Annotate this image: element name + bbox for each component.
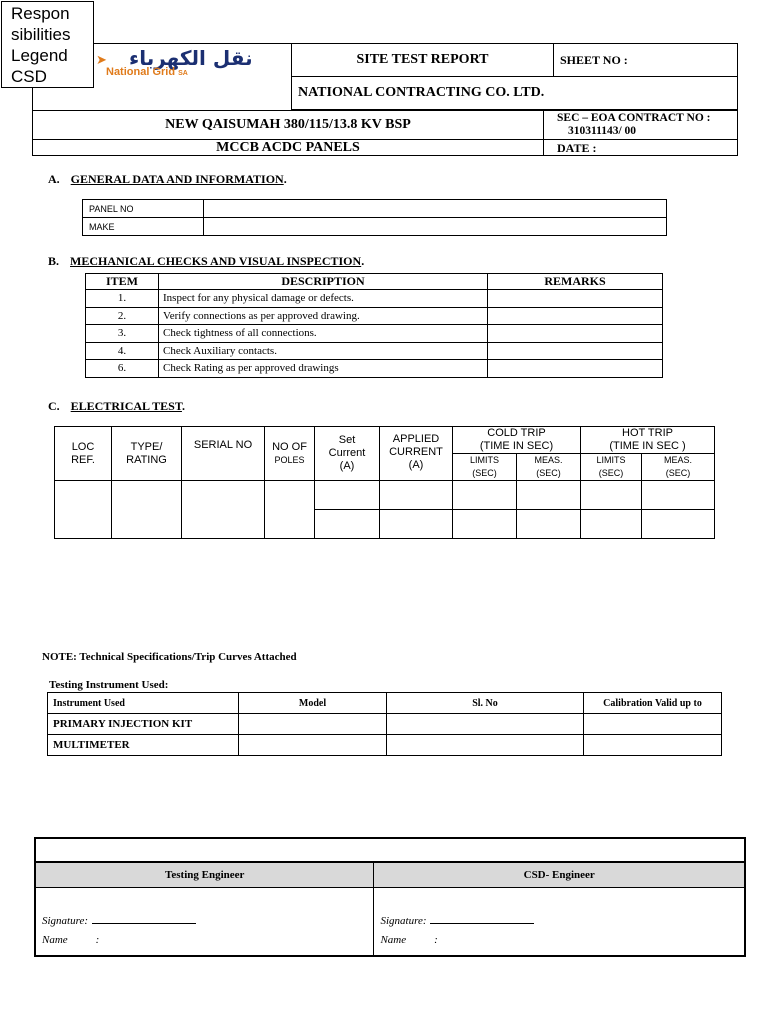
table-row xyxy=(83,218,667,236)
project-header xyxy=(32,110,738,156)
hot-limits-line-2: (SEC) xyxy=(598,468,624,478)
set-line-1: Set xyxy=(338,434,356,446)
legend-line-1: Respon xyxy=(11,4,70,23)
signoff-blank-row xyxy=(35,838,745,862)
hot-limits-cell[interactable] xyxy=(581,481,642,510)
section-c-dot: . xyxy=(181,399,185,413)
signature-label: Signature: xyxy=(380,914,427,927)
loc-ref-cell[interactable] xyxy=(55,481,112,539)
item-remarks[interactable] xyxy=(488,290,663,308)
testing-engineer-title: Testing Engineer xyxy=(35,862,374,887)
section-b-dot: . xyxy=(361,254,365,268)
instruments-caption: Testing Instrument Used: xyxy=(49,679,169,691)
col-hot-trip xyxy=(581,427,715,454)
hot-limits-cell[interactable] xyxy=(581,510,642,539)
instruments-table xyxy=(47,692,722,756)
table-row xyxy=(86,360,663,378)
panel-no-label: PANEL NO xyxy=(83,200,204,218)
report-header xyxy=(32,43,738,110)
contract-no-field xyxy=(544,111,738,140)
cold-meas-line-1: MEAS. xyxy=(534,455,563,465)
logo-arabic-text: نقل الكهرباء xyxy=(129,46,253,70)
col-cold-limits xyxy=(453,454,517,481)
serial-no-cell[interactable] xyxy=(182,481,265,539)
loc-line-2: REF. xyxy=(71,453,95,466)
name-label: Name xyxy=(42,933,68,946)
hot-line-2: (TIME IN SEC ) xyxy=(609,440,686,452)
hot-meas-cell[interactable] xyxy=(642,510,715,539)
logo-brand: National Grid xyxy=(106,66,176,78)
instrument-calibration[interactable] xyxy=(584,735,722,756)
signature-line[interactable] xyxy=(92,914,196,924)
section-b-letter: B. xyxy=(48,254,60,268)
attachments-note: NOTE: Technical Specifications/Trip Curves Attached xyxy=(42,651,297,663)
hot-meas-cell[interactable] xyxy=(642,481,715,510)
make-value[interactable] xyxy=(204,218,667,236)
make-label: MAKE xyxy=(83,218,204,236)
col-item: ITEM xyxy=(86,274,159,290)
set-current-cell[interactable] xyxy=(315,510,380,539)
instrument-name: PRIMARY INJECTION KIT xyxy=(48,714,239,735)
applied-line-2: CURRENT xyxy=(389,446,443,458)
hot-limits-line-1: LIMITS xyxy=(596,455,626,465)
cold-line-2: (TIME IN SEC) xyxy=(479,440,554,452)
set-line-2: Current xyxy=(328,447,366,459)
section-c-title: ELECTRICAL TEST xyxy=(70,399,182,413)
project-name: NEW QAISUMAH 380/115/13.8 KV BSP xyxy=(33,111,544,140)
instrument-sl-no[interactable] xyxy=(387,735,584,756)
applied-current-cell[interactable] xyxy=(380,510,453,539)
poles-line-1: NO OF xyxy=(272,440,307,453)
hot-meas-line-2: (SEC) xyxy=(665,468,691,478)
item-description: Check Rating as per approved drawings xyxy=(159,360,488,378)
applied-current-cell[interactable] xyxy=(380,481,453,510)
table-row xyxy=(86,342,663,360)
section-a-title: GENERAL DATA AND INFORMATION xyxy=(70,172,284,186)
item-description: Inspect for any physical damage or defects. xyxy=(159,290,488,308)
type-line-2: RATING xyxy=(126,453,167,466)
cold-limits-line-1: LIMITS xyxy=(469,455,499,465)
poles-cell[interactable] xyxy=(265,481,315,539)
section-c-heading xyxy=(48,399,185,414)
table-row xyxy=(83,200,667,218)
cold-line-1: COLD TRIP xyxy=(487,427,546,439)
col-description: DESCRIPTION xyxy=(159,274,488,290)
col-serial-no: SERIAL NO xyxy=(182,427,265,481)
table-row xyxy=(48,714,722,735)
table-row xyxy=(48,735,722,756)
cold-meas-cell[interactable] xyxy=(517,510,581,539)
testing-engineer-signoff xyxy=(35,887,374,956)
poles-line-2: POLES xyxy=(274,454,305,465)
signature-line[interactable] xyxy=(430,914,534,924)
hot-line-1: HOT TRIP xyxy=(622,427,673,439)
col-cold-trip xyxy=(453,427,581,454)
col-sl-no: Sl. No xyxy=(387,693,584,714)
col-hot-meas xyxy=(642,454,715,481)
cold-limits-cell[interactable] xyxy=(453,481,517,510)
section-c-letter: C. xyxy=(48,399,60,413)
col-cold-meas xyxy=(517,454,581,481)
instrument-name: MULTIMETER xyxy=(48,735,239,756)
item-remarks[interactable] xyxy=(488,307,663,325)
contractor-name: NATIONAL CONTRACTING CO. LTD. xyxy=(292,77,738,110)
type-line-1: TYPE/ xyxy=(130,440,163,453)
date-field: DATE : xyxy=(544,140,738,156)
sheet-no-field: SHEET NO : xyxy=(554,44,738,77)
report-title: SITE TEST REPORT xyxy=(292,44,554,77)
signoff-table xyxy=(34,837,746,957)
set-current-cell[interactable] xyxy=(315,481,380,510)
col-set-current xyxy=(315,427,380,481)
item-description: Verify connections as per approved drawing. xyxy=(159,307,488,325)
cold-limits-line-2: (SEC) xyxy=(472,468,497,478)
panel-no-value[interactable] xyxy=(204,200,667,218)
responsibilities-legend-box xyxy=(1,1,94,88)
table-row xyxy=(86,325,663,343)
electrical-test-table xyxy=(54,426,715,539)
col-instrument: Instrument Used xyxy=(48,693,239,714)
item-description: Check tightness of all connections. xyxy=(159,325,488,343)
name-colon: : xyxy=(434,933,438,946)
instrument-model[interactable] xyxy=(239,714,387,735)
applied-line-1: APPLIED xyxy=(392,433,440,445)
table-row xyxy=(86,307,663,325)
signature-label: Signature: xyxy=(42,914,89,927)
section-b-heading xyxy=(48,254,364,269)
item-number: 2. xyxy=(86,307,159,325)
item-number: 6. xyxy=(86,360,159,378)
section-a-dot: . xyxy=(283,172,287,186)
report-subject: MCCB ACDC PANELS xyxy=(33,140,544,156)
contract-label: SEC – EOA CONTRACT NO : xyxy=(557,112,711,124)
instrument-sl-no[interactable] xyxy=(387,714,584,735)
cold-meas-cell[interactable] xyxy=(517,481,581,510)
applied-line-3: (A) xyxy=(408,459,424,471)
item-number: 3. xyxy=(86,325,159,343)
logo-english-text xyxy=(106,66,188,78)
col-loc-ref xyxy=(55,427,112,481)
section-b-title: MECHANICAL CHECKS AND VISUAL INSPECTION xyxy=(70,254,362,268)
name-colon: : xyxy=(95,933,100,946)
item-description: Check Auxiliary contacts. xyxy=(159,342,488,360)
item-remarks[interactable] xyxy=(488,342,663,360)
general-data-table xyxy=(82,199,667,236)
section-a-heading xyxy=(48,172,287,187)
item-remarks[interactable] xyxy=(488,325,663,343)
csd-engineer-signoff xyxy=(374,887,745,956)
section-a-letter: A. xyxy=(48,172,60,186)
table-row xyxy=(55,481,715,510)
item-number: 1. xyxy=(86,290,159,308)
legend-line-2: sibilities xyxy=(11,25,71,44)
instrument-calibration[interactable] xyxy=(584,714,722,735)
item-remarks[interactable] xyxy=(488,360,663,378)
col-model: Model xyxy=(239,693,387,714)
legend-line-4: CSD xyxy=(11,67,47,86)
col-type-rating xyxy=(112,427,182,481)
legend-line-3: Legend xyxy=(11,46,68,65)
loc-line-1: LOC xyxy=(71,440,95,453)
item-number: 4. xyxy=(86,342,159,360)
contract-number: 310311143/ 00 xyxy=(568,125,637,137)
col-remarks: REMARKS xyxy=(488,274,663,290)
type-rating-cell[interactable] xyxy=(112,481,182,539)
logo-mark-icon: ➤ xyxy=(96,52,107,67)
set-line-3: (A) xyxy=(339,460,355,472)
cold-meas-line-2: (SEC) xyxy=(536,468,561,478)
name-label: Name xyxy=(380,933,407,946)
col-no-of-poles xyxy=(265,427,315,481)
cold-limits-cell[interactable] xyxy=(453,510,517,539)
csd-engineer-title: CSD- Engineer xyxy=(374,862,745,887)
logo-suffix: SA xyxy=(178,70,188,77)
mechanical-checks-table xyxy=(85,273,663,378)
hot-meas-line-1: MEAS. xyxy=(664,455,693,465)
col-applied-current xyxy=(380,427,453,481)
col-calibration: Calibration Valid up to xyxy=(584,693,722,714)
col-hot-limits xyxy=(581,454,642,481)
table-row xyxy=(86,290,663,308)
instrument-model[interactable] xyxy=(239,735,387,756)
